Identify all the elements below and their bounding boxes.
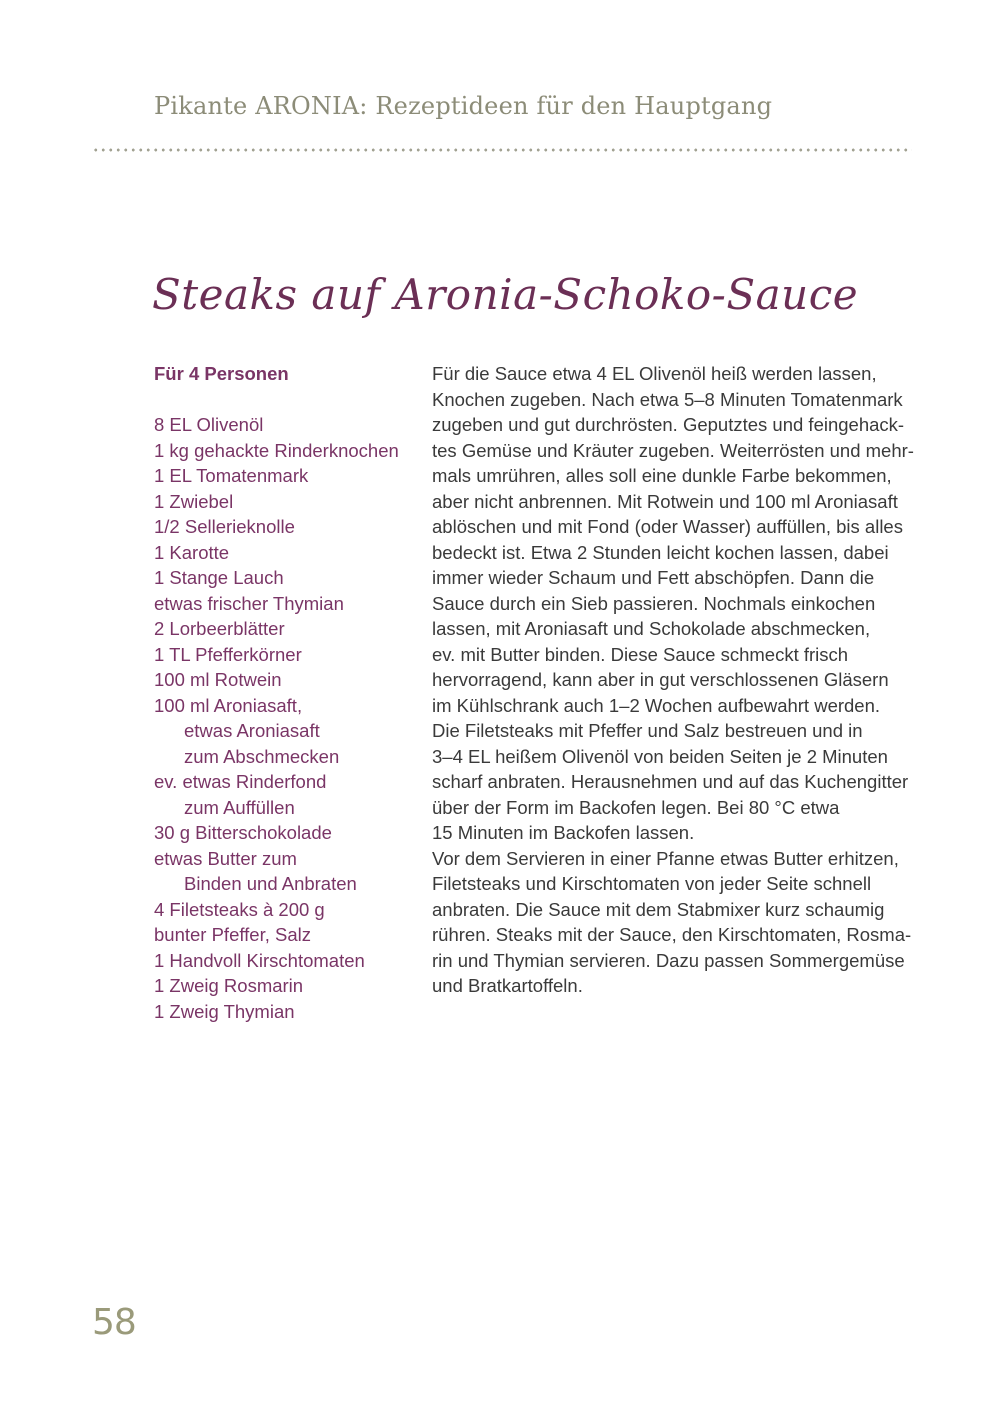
ingredient-item: Binden und Anbraten <box>184 873 357 894</box>
ingredient-item: bunter Pfeffer, Salz <box>154 924 312 945</box>
method-column <box>432 361 912 999</box>
ingredient-item: 1 Karotte <box>154 541 230 563</box>
ingredient-item: etwas Butter zum <box>154 847 297 869</box>
method-line: anbraten. Die Sauce mit dem Stabmixer kurz schaumig <box>432 898 885 920</box>
method-line: im Kühlschrank auch 1–2 Wochen aufbewahrt werden. <box>432 694 881 716</box>
method-line: Vor dem Servieren in einer Pfanne etwas Butter erhitzen, <box>432 847 899 869</box>
ingredient-item: 100 ml Rotwein <box>154 669 282 690</box>
method-line: tes Gemüse und Kräuter zugeben. Weiterrösten und mehr- <box>432 439 914 461</box>
method-line: Sauce durch ein Sieb passieren. Nochmals einkochen <box>432 592 876 614</box>
method-line: rin und Thymian servieren. Dazu passen Sommergemüse <box>432 949 905 971</box>
ingredient-item: ev. etwas Rinderfond <box>154 771 327 792</box>
ingredient-item: etwas frischer Thymian <box>154 592 344 614</box>
ingredient-item: 1 Handvoll Kirschtomaten <box>154 949 365 971</box>
ingredient-item: 100 ml Aroniasaft, <box>154 694 303 716</box>
method-line: scharf anbraten. Herausnehmen und auf das Kuchengitter <box>432 771 909 792</box>
ingredient-item: 1 Zweig Thymian <box>154 1000 295 1022</box>
method-line: 3–4 EL heißem Olivenöl von beiden Seiten je 2 Minuten <box>432 745 888 767</box>
ingredient-item: 2 Lorbeerblätter <box>154 618 285 639</box>
method-line: aber nicht anbrennen. Mit Rotwein und 100 ml Aroniasaft <box>432 490 898 512</box>
method-line: ablöschen und mit Fond (oder Wasser) auffüllen, bis alles <box>432 516 903 537</box>
method-line: ev. mit Butter binden. Diese Sauce schmeckt frisch <box>432 643 849 665</box>
ingredient-item: 1 TL Pfefferkörner <box>154 643 302 665</box>
method-line: lassen, mit Aroniasaft und Schokolade abschmecken, <box>432 618 871 639</box>
ingredient-item: 1 Zwiebel <box>154 490 234 512</box>
dotted-divider <box>92 148 912 152</box>
ingredient-item: 8 EL Olivenöl <box>154 414 264 435</box>
method-line: und Bratkartoffeln. <box>432 975 583 996</box>
ingredient-item: 1 Zweig Rosmarin <box>154 975 304 996</box>
method-line: zugeben und gut durchrösten. Geputztes und feingehack- <box>432 414 905 435</box>
ingredient-item: 4 Filetsteaks à 200 g <box>154 898 325 920</box>
method-line: immer wieder Schaum und Fett abschöpfen. Dann die <box>432 567 875 588</box>
method-line: 15 Minuten im Backofen lassen. <box>432 822 695 843</box>
method-line: bedeckt ist. Etwa 2 Stunden leicht kochen lassen, dabei <box>432 541 889 563</box>
ingredient-item: etwas Aroniasaft <box>184 720 320 741</box>
ingredient-item: zum Abschmecken <box>184 745 340 767</box>
running-head: Pikante ARONIA: Rezeptideen für den Hauptgang <box>154 92 773 120</box>
method-line: Filetsteaks und Kirschtomaten von jeder Seite schnell <box>432 873 872 894</box>
ingredients-column <box>154 361 416 1024</box>
ingredient-item: 1 kg gehackte Rinderknochen <box>154 439 399 461</box>
recipe-title: Steaks auf Aronia-Schoko-Sauce <box>152 270 859 319</box>
method-line: Knochen zugeben. Nach etwa 5–8 Minuten Tomatenmark <box>432 388 903 410</box>
method-line: mals umrühren, alles soll eine dunkle Farbe bekommen, <box>432 465 892 486</box>
method-line: Die Filetsteaks mit Pfeffer und Salz bestreuen und in <box>432 720 863 741</box>
ingredient-item: 30 g Bitterschokolade <box>154 822 332 843</box>
ingredient-item: 1/2 Sellerieknolle <box>154 516 295 537</box>
method-line: über der Form im Backofen legen. Bei 80 °C etwa <box>432 796 840 818</box>
method-line: rühren. Steaks mit der Sauce, den Kirschtomaten, Rosma- <box>432 924 912 945</box>
ingredient-item: zum Auffüllen <box>184 796 295 818</box>
ingredient-item: 1 Stange Lauch <box>154 567 284 588</box>
method-line: hervorragend, kann aber in gut verschlossenen Gläsern <box>432 669 889 690</box>
method-line: Für die Sauce etwa 4 EL Olivenöl heiß werden lassen, <box>432 363 877 384</box>
ingredient-item: 1 EL Tomatenmark <box>154 465 309 486</box>
page-number: 58 <box>92 1302 136 1343</box>
servings-label: Für 4 Personen <box>154 363 289 384</box>
